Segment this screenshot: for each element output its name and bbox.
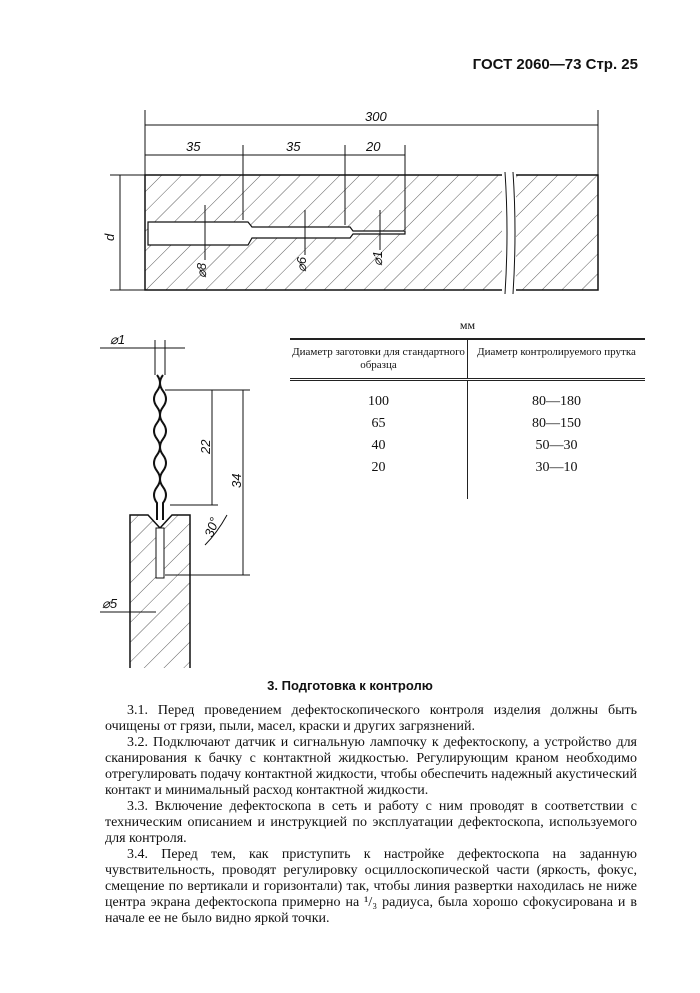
- dim-22-label: 22: [198, 439, 213, 454]
- table-cell: 65: [371, 416, 386, 431]
- dia-6-label: ⌀6: [294, 256, 309, 272]
- probe-dia-5-label: ⌀5: [102, 596, 118, 611]
- dim-a-label: 35: [186, 139, 201, 154]
- probe-dia-1-label: ⌀1: [110, 332, 126, 347]
- table-cell: 30—10: [535, 460, 578, 475]
- dim-total-label: 300: [365, 109, 387, 124]
- probe-drawing: [100, 340, 250, 668]
- column-blank-diameter: [290, 381, 468, 499]
- header-blank-diameter: Диаметр заготовки для стандартного образца: [290, 340, 468, 378]
- dia-8-label: ⌀8: [194, 262, 209, 278]
- table-cell: 20: [371, 460, 386, 475]
- paragraph-3-4: 3.4. Перед тем, как приступить к настройке дефектоскопа на заданную чувствительность, проводят регулировку осциллоскопической части (яркость, фокус, смещение по вертикали и горизонтали) так, чтобы линия развертки находилась не ниже центра экрана дефектоскопа примерно на ¹/₃ радиуса, была хорошо сфокусирована и в начале ее не было видно яркой точки.: [105, 847, 637, 926]
- table-cell: 80—150: [532, 416, 581, 431]
- table-unit: мм: [459, 318, 476, 332]
- table-cell: 40: [371, 438, 386, 453]
- section-title: 3. Подготовка к контролю: [267, 678, 433, 693]
- paragraph-3-1: 3.1. Перед проведением дефектоскопического контроля изделия должны быть очищены от грязи, пыли, масел, краски и других загрязнений.: [105, 703, 637, 734]
- paragraph-3-2: 3.2. Подключают датчик и сигнальную лампочку к дефектоскопу, а устройство для сканирования к бачку с контактной жидкостью. Регулирующим краном необходимо отрегулировать подачу контактной жидкости, чтобы обеспечить надежный акустический контакт и минимальный расход контактной жидкости.: [105, 735, 637, 798]
- sample-block-drawing: [110, 110, 598, 294]
- page-header: ГОСТ 2060—73 Стр. 25: [472, 56, 638, 73]
- table-cell: 80—180: [532, 394, 581, 409]
- section-body: [105, 703, 637, 927]
- paragraph-3-3: 3.3. Включение дефектоскопа в сеть и работу с ним проводят в соответствии с техническим описанием и инструкцией по эксплуатации дефектоскопа, используемого для контроля.: [105, 799, 637, 846]
- dia-1-label: ⌀1: [370, 250, 385, 266]
- table-body: [290, 381, 645, 499]
- dim-34-label: 34: [229, 473, 244, 488]
- dim-b-label: 35: [286, 139, 301, 154]
- header-bar-diameter: Диаметр контролируемого прутка: [477, 346, 636, 358]
- column-bar-diameter: [468, 381, 645, 499]
- table-cell: 50—30: [535, 438, 578, 453]
- angle-30-label: 30°: [201, 515, 223, 540]
- dim-d-label: d: [102, 233, 117, 241]
- dim-c-label: 20: [366, 139, 381, 154]
- diameter-table: [290, 318, 645, 499]
- table-header: [290, 338, 645, 381]
- table-cell: 100: [368, 394, 389, 409]
